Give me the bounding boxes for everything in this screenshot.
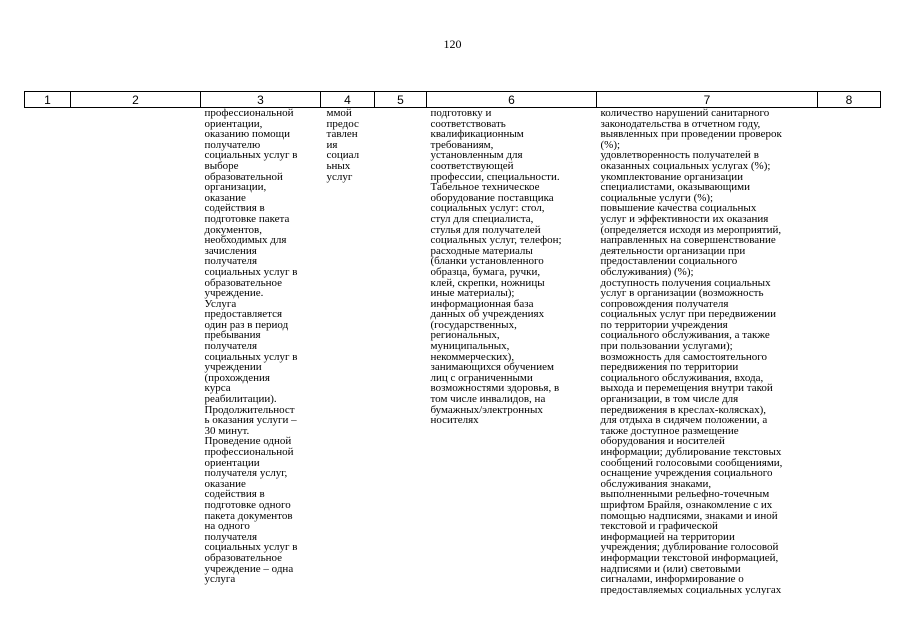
column-header-4: 4: [321, 92, 375, 108]
column-header-3: 3: [201, 92, 321, 108]
column-header-2: 2: [71, 92, 201, 108]
cell-col2: [71, 108, 201, 596]
cell-col5: [375, 108, 427, 596]
cell-col8: [818, 108, 881, 596]
table-row: [25, 108, 881, 596]
column-header-6: 6: [427, 92, 597, 108]
cell-col1: [25, 108, 71, 596]
cell-provision-term: ммой предос тавлен ия социал ьных услуг: [326, 107, 360, 183]
cell-service-description: профессиональной ориентации, оказанию помощи получателю социальных услуг в выборе образовательной организации, оказание содействия в подготовке пакета документов, необходимых для зачисления получателя социальных услуг в образовательное учреждение. Услуга предоставляется один раз в период пребывания получателя социальных услуг в учреждении (прохождения курса реабилитации). Продолжительност ь оказания услуги – 30 минут. Проведение одной профессиональной ориентации получателя услуг, оказание содействия в подготовке одного пакета документов на одного получателя социальных услуг в образовательное учреждение – одна услуга: [204, 107, 298, 586]
column-header-1: 1: [25, 92, 71, 108]
page-number: 120: [443, 37, 462, 51]
cell-provision-conditions: подготовку и соответствовать квалификационным требованиям, установленным для соответствующей профессии, специальности. Табельное техническое оборудование поставщика социальных услуг: стол, стул для специалиста, стулья для получателей социальных услуг, телефон; расходные материалы (бланки установленного образца, бумага, ручки, клей, скрепки, ножницы иные материалы); информационная база данных об учреждениях (государственных, региональных, муниципальных, некоммерческих), занимающихся обучением лиц с ограниченными возможностями здоровья, в том числе инвалидов, на бумажных/электронных носителях: [430, 107, 562, 427]
header-row: [25, 92, 881, 108]
table-header: [25, 92, 881, 108]
services-table: [24, 91, 881, 595]
cell-quality-indicators: количество нарушений санитарного законодательства в отчетном году, выявленных при проведении проверок (%); удовлетворенность получателей в оказанных социальных услугах (%); укомплектование организации специалистами, оказывающими социальные услуги (%); повышение качества социальных услуг и эффективности их оказания (определяется исходя из мероприятий, направленных на совершенствование деятельности организации при предоставлении социального обслуживания) (%); доступность получения социальных услуг в организации (возможность сопровождения получателя социальных услуг при передвижении по территории учреждения социального обслуживания, а также при пользовании услугами); возможность для самостоятельного передвижения по территории социального обслуживания, входа, выхода и перемещения внутри такой организации, в том числе для передвижения в креслах-колясках), для отдыха в сидячем положении, а также доступное размещение оборудования и носителей информации; дублирование текстовых сообщений голосовыми сообщениями, оснащение учреждения социального обслуживания знаками, выполненными рельефно-точечным шрифтом Брайля, ознакомление с их помощью надписями, знаками и иной текстовой и графической информацией на территории учреждения; дублирование голосовой информации текстовой информацией, надписями и (или) световыми сигналами, информирование о предоставляемых социальных услугах: [600, 107, 783, 596]
column-header-5: 5: [375, 92, 427, 108]
column-header-8: 8: [818, 92, 881, 108]
column-header-7: 7: [597, 92, 818, 108]
